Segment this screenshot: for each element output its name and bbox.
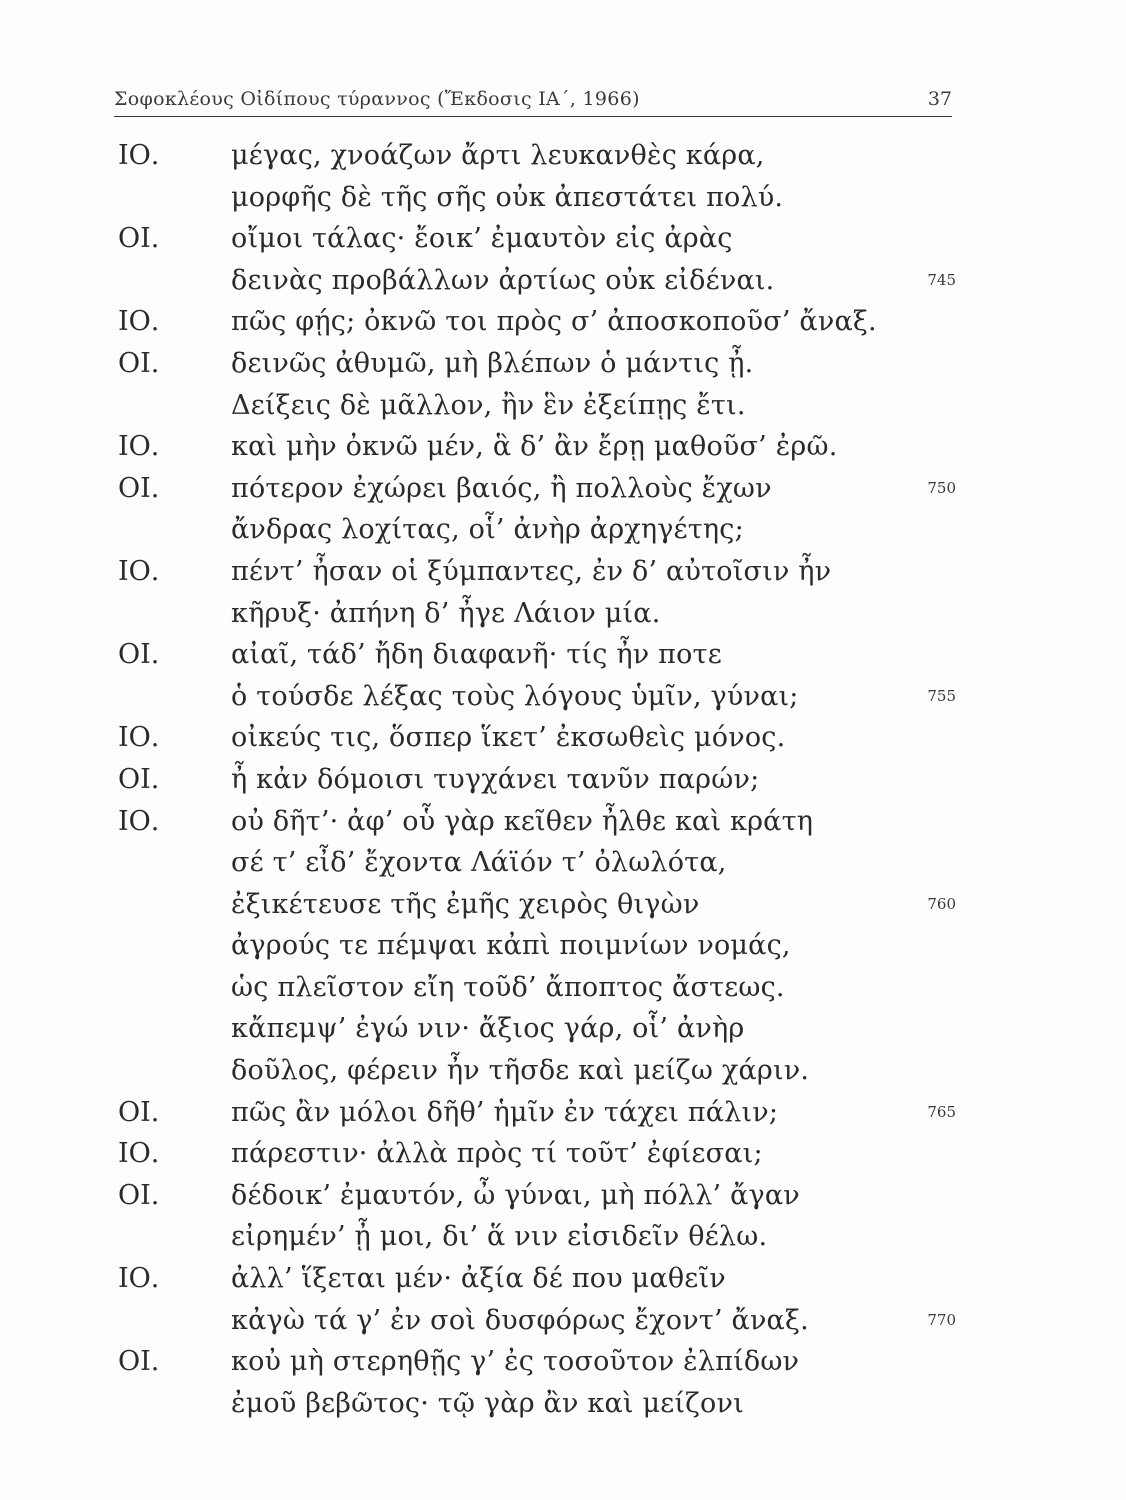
verse-text: πέντ’ ἦσαν οἱ ξύμπαντες, ἐν δ’ αὐτοῖσιν ἦν [231, 555, 832, 587]
verse-text: ὁ τούσδε λέξας τοὺς λόγους ὑμῖν, γύναι; [231, 680, 799, 712]
speaker-label: ΟΙ. [118, 347, 160, 379]
verse-text: ἀλλ’ ἵξεται μέν· ἀξία δέ που μαθεῖν [231, 1263, 726, 1295]
verse-line [0, 1133, 1126, 1175]
speaker-label: ΟΙ. [118, 1179, 160, 1211]
verse-line [0, 1092, 1126, 1134]
verse-line [0, 593, 1126, 635]
line-number: 745 [927, 270, 956, 289]
speaker-label: ΟΙ. [118, 1346, 160, 1378]
speaker-label: ΟΙ. [118, 1096, 160, 1128]
running-title: Σοφοκλέους Οἰδίπους τύραννος (Ἔκδοσις ΙΑ΄, 1966) [114, 88, 640, 110]
verse-text: ἦ κἀν δόμοισι τυγχάνει τανῦν παρών; [231, 763, 760, 795]
speaker-label: ΙΟ. [118, 431, 160, 463]
line-number: 755 [927, 686, 956, 705]
verse-text: οἴμοι τάλας· ἔοικ’ ἐμαυτὸν εἰς ἀρὰς [231, 223, 733, 255]
verse-line [0, 676, 1126, 718]
verse-line [0, 260, 1126, 302]
verse-text: πάρεστιν· ἀλλὰ πρὸς τί τοῦτ’ ἐφίεσαι; [231, 1138, 763, 1170]
speaker-label: ΟΙ. [118, 763, 160, 795]
speaker-label: ΙΟ. [118, 555, 160, 587]
verse-line [0, 1300, 1126, 1342]
verse-line [0, 551, 1126, 593]
verse-text: κἀγὼ τά γ’ ἐν σοὶ δυσφόρως ἔχοντ’ ἄναξ. [231, 1304, 809, 1336]
verse-text: κῆρυξ· ἀπήνη δ’ ἦγε Λάιον μία. [231, 597, 661, 629]
verse-line [0, 759, 1126, 801]
verse-line [0, 634, 1126, 676]
speaker-label: ΙΟ. [118, 306, 160, 338]
speaker-label: ΟΙ. [118, 223, 160, 255]
verse-text: οὐ δῆτ’· ἀφ’ οὗ γὰρ κεῖθεν ἦλθε καὶ κράτη [231, 805, 814, 837]
verse-line [0, 218, 1126, 260]
verse-line [0, 967, 1126, 1009]
line-number: 760 [927, 894, 956, 913]
verse-text: εἰρημέν’ ᾖ μοι, δι’ ἅ νιν εἰσιδεῖν θέλω. [231, 1221, 768, 1253]
verse-line [0, 1258, 1126, 1300]
verse-text: κἄπεμψ’ ἐγώ νιν· ἄξιος γάρ, οἷ’ ἀνὴρ [231, 1013, 745, 1045]
speaker-label: ΙΟ. [118, 1263, 160, 1295]
verse-text: ὡς πλεῖστον εἴη τοῦδ’ ἄποπτος ἄστεως. [231, 971, 785, 1003]
verse-text: ἀγρούς τε πέμψαι κἀπὶ ποιμνίων νομάς, [231, 930, 791, 962]
verse-text: σέ τ’ εἶδ’ ἔχοντα Λάϊόν τ’ ὀλωλότα, [231, 847, 727, 879]
verse-line [0, 1383, 1126, 1425]
verse-text: πῶς φῄς; ὀκνῶ τοι πρὸς σ’ ἀποσκοποῦσ’ ἄναξ. [231, 306, 877, 338]
verse-line [0, 468, 1126, 510]
verse-text: αἰαῖ, τάδ’ ἤδη διαφανῆ· τίς ἦν ποτε [231, 639, 722, 671]
verse-line [0, 801, 1126, 843]
speaker-label: ΟΙ. [118, 639, 160, 671]
verse-line [0, 925, 1126, 967]
verse-line [0, 1008, 1126, 1050]
verse-line [0, 717, 1126, 759]
verse-text: καὶ μὴν ὀκνῶ μέν, ἃ δ’ ἂν ἔρῃ μαθοῦσ’ ἐρῶ. [231, 431, 838, 463]
verse-line [0, 135, 1126, 177]
verse-text: οἰκεύς τις, ὅσπερ ἵκετ’ ἐκσωθεὶς μόνος. [231, 722, 786, 754]
line-number: 765 [927, 1102, 956, 1121]
verse-text: δεινῶς ἀθυμῶ, μὴ βλέπων ὁ μάντις ᾖ. [231, 347, 754, 379]
verse-line [0, 1341, 1126, 1383]
verse-line [0, 842, 1126, 884]
line-number: 750 [927, 478, 956, 497]
verse-text: δεινὰς προβάλλων ἀρτίως οὐκ εἰδέναι. [231, 264, 775, 296]
verse-text: μέγας, χνοάζων ἄρτι λευκανθὲς κάρα, [231, 140, 765, 171]
verse-line [0, 509, 1126, 551]
verse-text: μορφῆς δὲ τῆς σῆς οὐκ ἀπεστάτει πολύ. [231, 181, 784, 213]
speaker-label: ΙΟ. [118, 722, 160, 754]
verse-text: πῶς ἂν μόλοι δῆθ’ ἡμῖν ἐν τάχει πάλιν; [231, 1096, 779, 1128]
verse-line [0, 884, 1126, 926]
running-head [114, 84, 952, 117]
verse-line [0, 177, 1126, 219]
verse-block [0, 135, 1126, 1424]
verse-line [0, 343, 1126, 385]
speaker-label: ΙΟ. [118, 1138, 160, 1170]
speaker-label: ΙΟ. [118, 805, 160, 837]
verse-line [0, 426, 1126, 468]
verse-text: κοὐ μὴ στερηθῇς γ’ ἐς τοσοῦτον ἐλπίδων [231, 1346, 800, 1378]
verse-line [0, 1050, 1126, 1092]
verse-text: δοῦλος, φέρειν ἦν τῆσδε καὶ μείζω χάριν. [231, 1055, 810, 1087]
verse-text: ἐμοῦ βεβῶτος· τῷ γὰρ ἂν καὶ μείζονι [231, 1387, 744, 1419]
verse-text: ἐξικέτευσε τῆς ἐμῆς χειρὸς θιγὼν [231, 888, 700, 920]
verse-text: δέδοικ’ ἐμαυτόν, ὦ γύναι, μὴ πόλλ’ ἄγαν [231, 1179, 800, 1211]
verse-text: Δείξεις δὲ μᾶλλον, ἢν ἓν ἐξείπῃς ἔτι. [231, 389, 746, 421]
page-number: 37 [927, 88, 952, 110]
verse-line [0, 1216, 1126, 1258]
verse-line [0, 301, 1126, 343]
verse-text: πότερον ἐχώρει βαιός, ἢ πολλοὺς ἔχων [231, 472, 772, 504]
line-number: 770 [927, 1310, 956, 1329]
speaker-label: ΟΙ. [118, 472, 160, 504]
verse-text: ἄνδρας λοχίτας, οἷ’ ἀνὴρ ἀρχηγέτης; [231, 514, 744, 546]
verse-line [0, 385, 1126, 427]
verse-line [0, 1175, 1126, 1217]
speaker-label: ΙΟ. [118, 140, 160, 171]
